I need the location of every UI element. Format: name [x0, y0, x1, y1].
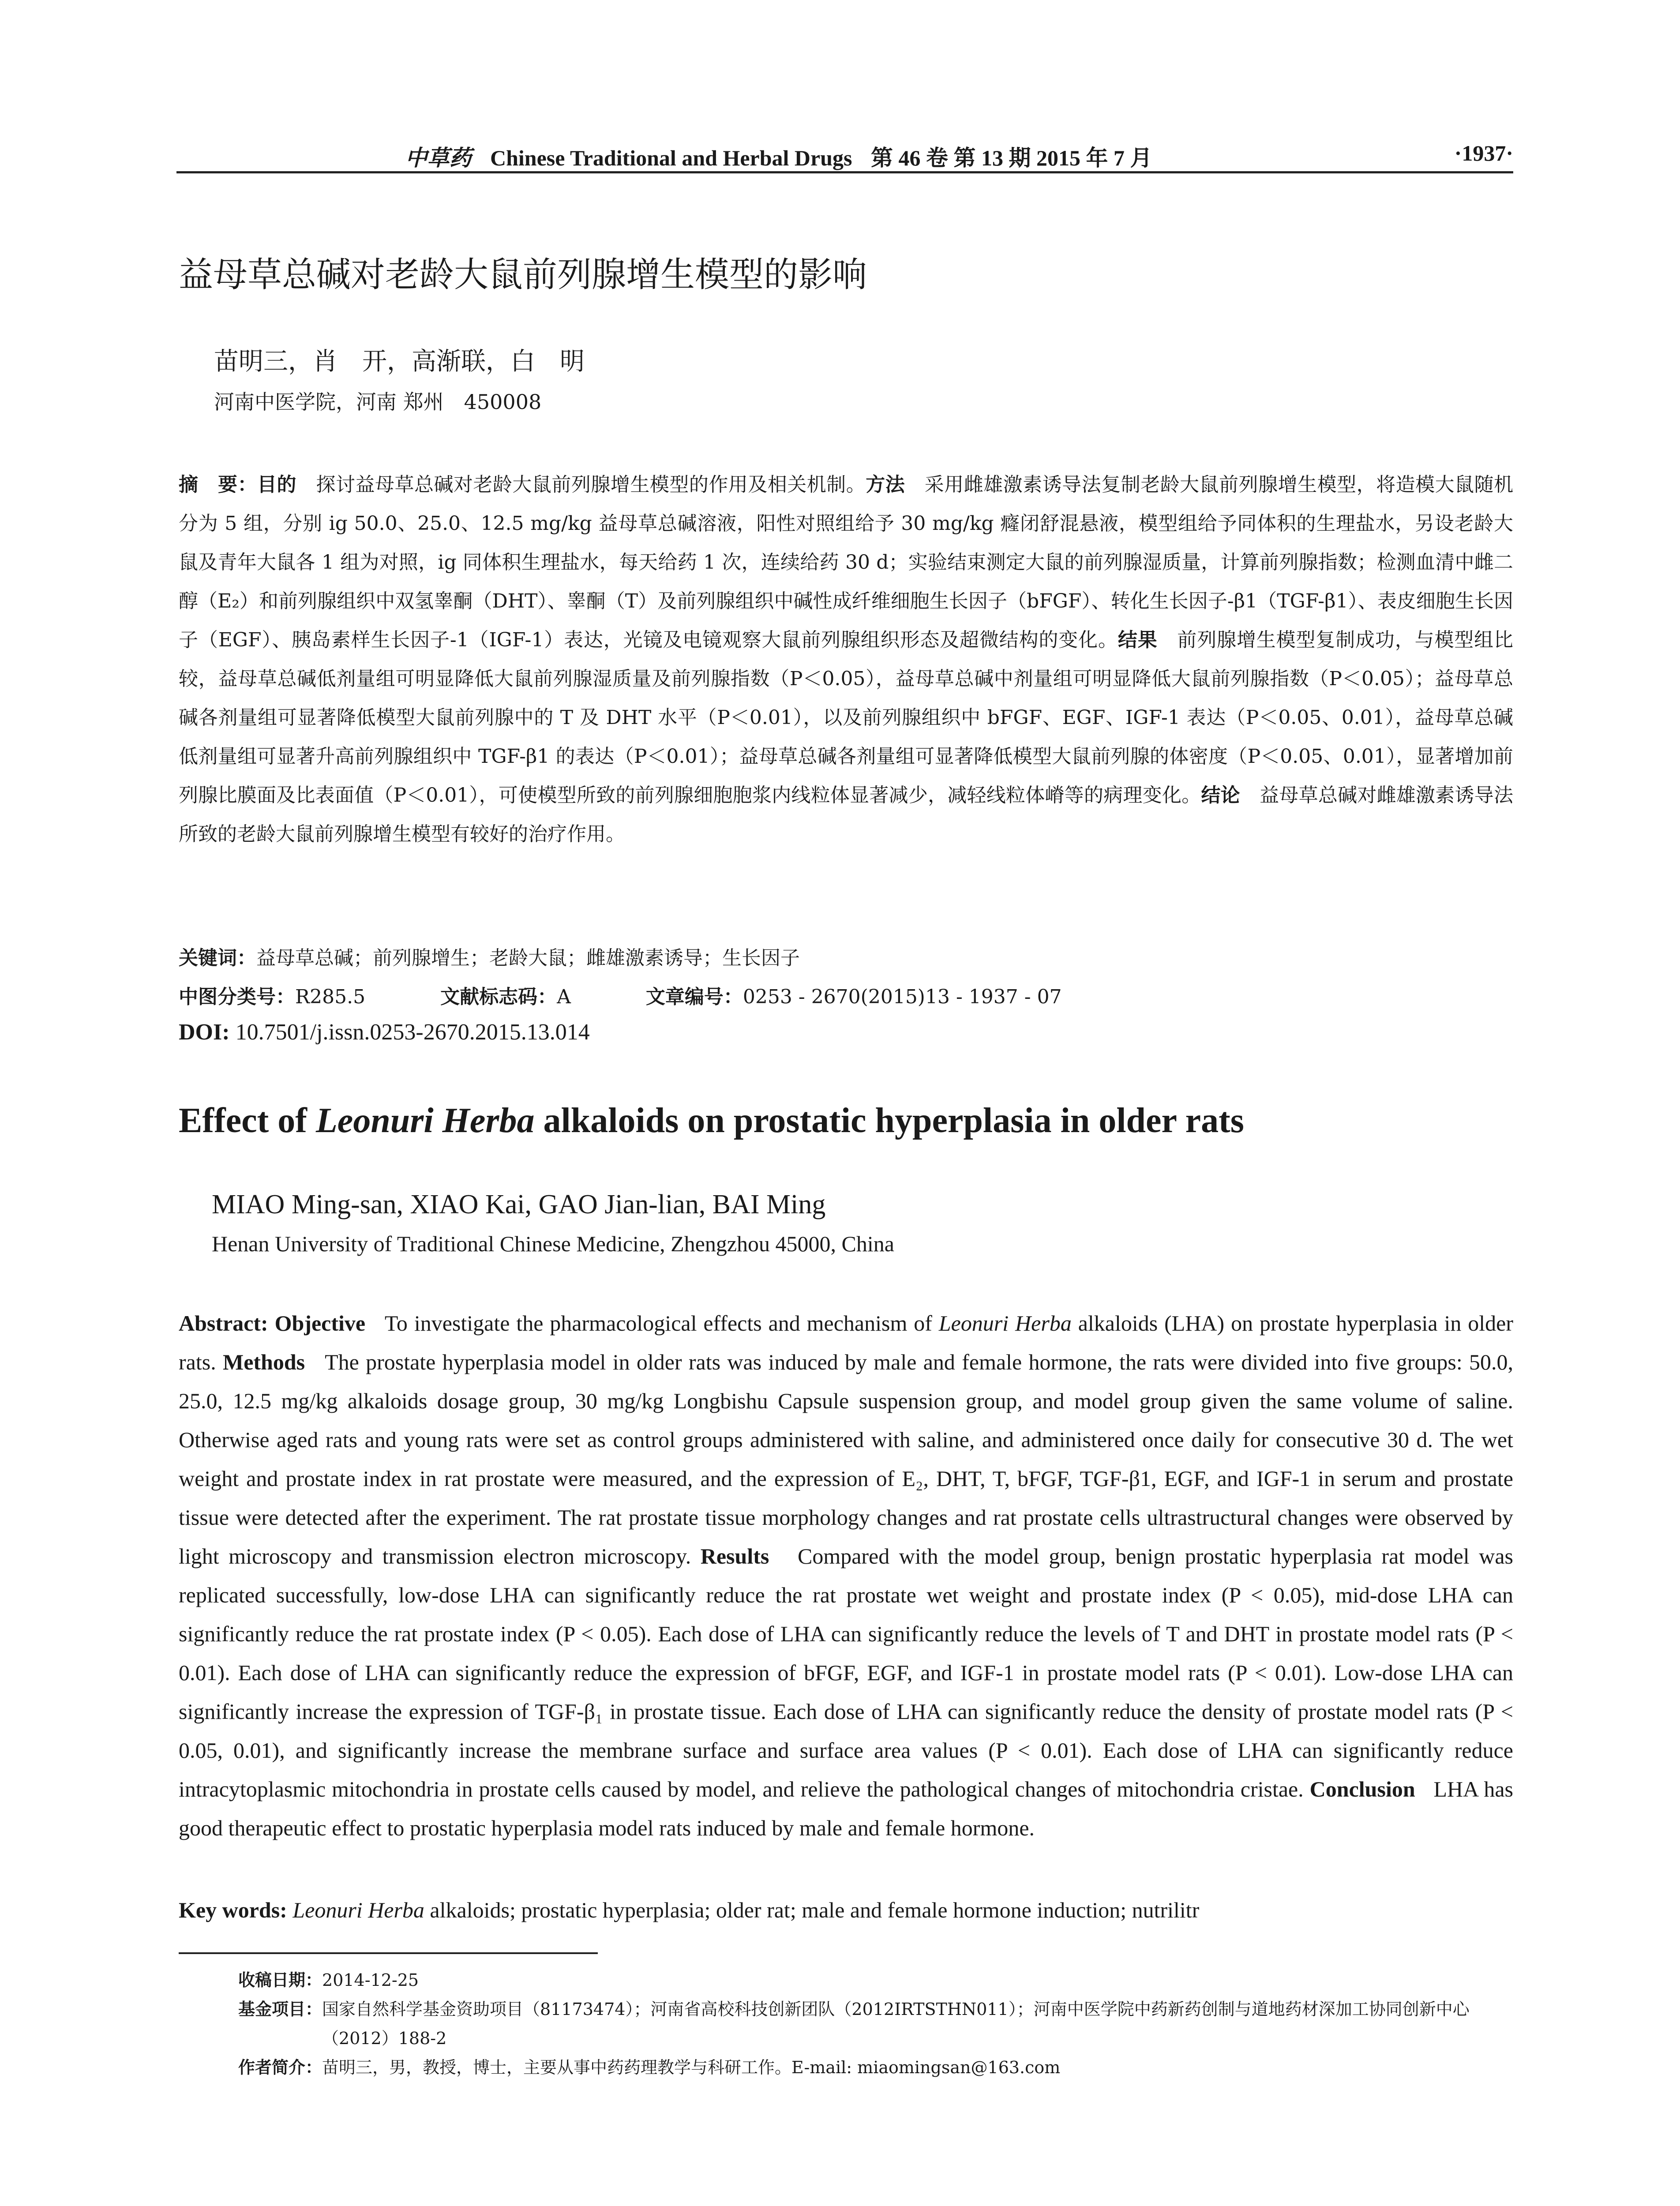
doi-value[interactable]: 10.7501/j.issn.0253-2670.2015.13.014 [235, 1020, 590, 1045]
affiliation-en: Henan University of Traditional Chinese Medicine, Zhengzhou 45000, China [212, 1231, 894, 1256]
article-title-cn: 益母草总碱对老龄大鼠前列腺增生模型的影响 [179, 255, 867, 295]
clc-label: 中图分类号： [179, 986, 295, 1008]
keywords-en [179, 1897, 1515, 1923]
author-bio-label: 作者简介： [238, 2058, 322, 2077]
footnote-received [238, 1966, 1513, 1995]
article-no-label: 文章编号： [645, 986, 743, 1008]
abstract-en-label: Abstract: [179, 1311, 268, 1336]
keywords-en-text: alkaloids; prostatic hyperplasia; older rat; male and female hormone induction; nutrilitr [424, 1898, 1200, 1922]
keywords-cn [179, 942, 1513, 970]
affiliation-cn: 河南中医学院，河南 郑州 450008 [214, 390, 542, 414]
authors-cn: 苗明三，肖 开，高渐联，白 明 [214, 347, 585, 376]
abstract-cn-methods: 采用雌雄激素诱导法复制老龄大鼠前列腺增生模型，将造模大鼠随机分为 5 组，分别 ig 50.0、25.0、12.5 mg/kg 益母草总碱溶液，阳性对照组给予 30 mg/kg 癃闭舒混悬液，模型组给予同体积的生理盐水，另设老龄大鼠及青年大鼠各 1 组为对照，ig 同体积生理盐水，每天给药 1 次，连续给药 30 d；实验结束测定大鼠的前列腺湿质量，计算前列腺指数；检测血清中雌二醇（E₂）和前列腺组织中双氢睾酮（DHT）、睾酮（T）及前列腺组织中碱性成纤维细胞生长因子（bFGF）、转化生长因子-β1（TGF-β1）、表皮细胞生长因子（EGF）、胰岛素样生长因子-1（IGF-1）表达，光镜及电镜观察大鼠前列腺组织形态及超微结构的变化。 [179, 473, 1514, 651]
doi-label: DOI: [179, 1020, 230, 1045]
received-date: 2014-12-25 [322, 1970, 419, 1990]
abstract-cn-methods-label: 方法 [866, 473, 905, 496]
abstract-en-conclusion: LHA has good therapeutic effect to prostatic hyperplasia model rats induced by male and female hormone. [179, 1777, 1514, 1840]
abstract-en-results: Compared with the model group, benign prostatic hyperplasia rat model was replicated successfully, low-dose LHA can significantly reduce the rat prostate wet weight and prostate index (P < 0.05), mid-dose LHA can significantly reduce the rat prostate index (P < 0.05). Each dose of LHA can significantly reduce the levels of T and DHT in prostate model rats (P < 0.01). Each dose of LHA can significantly reduce the expression of bFGF, EGF, and IGF-1 in prostate model rats (P < 0.01). Low-dose LHA can significantly increase the expression of TGF-β₁ in prostate tissue. Each dose of LHA can significantly reduce the density of prostate model rats (P < 0.05, 0.01), and significantly increase the membrane surface and surface area values (P < 0.01). Each dose of LHA can significantly reduce intracytoplasmic mitochondria in prostate cells caused by model, and relieve the pathological changes of mitochondria cristae. [179, 1544, 1513, 1801]
title-en-italic: Leonuri Herba [315, 1101, 535, 1140]
journal-citation [176, 140, 1381, 172]
abstract-cn [179, 465, 1513, 854]
footnote-fund [238, 1995, 1513, 2053]
abstract-en-objective-post: alkaloids (LHA) on prostate hyperplasia in older rats. [179, 1311, 1514, 1374]
abstract-en-results-label: Results [700, 1544, 769, 1568]
footnote-author [238, 2053, 1513, 2082]
page-number: ·1937· [1454, 141, 1513, 165]
article-title-en [179, 1101, 1524, 1141]
author-bio-text: 苗明三，男，教授，博士，主要从事中药药理教学与科研工作。E-mail: miaomingsan@163.com [322, 2058, 1061, 2077]
abstract-cn-label: 摘 要： [179, 473, 257, 496]
abstract-cn-conclusion: 益母草总碱对雌雄激素诱导法所致的老龄大鼠前列腺增生模型有较好的治疗作用。 [179, 784, 1514, 845]
journal-name-cn: 中草药 [405, 145, 472, 171]
keywords-en-italic: Leonuri Herba [292, 1898, 424, 1922]
journal-name-en: Chinese Traditional and Herbal Drugs [490, 146, 852, 170]
classification-line [179, 981, 1513, 1009]
abstract-cn-conclusion-label: 结论 [1201, 784, 1240, 807]
keywords-en-label: Key words: [179, 1898, 287, 1922]
abstract-en-conclusion-label: Conclusion [1309, 1777, 1415, 1801]
keywords-cn-text: 益母草总碱；前列腺增生；老龄大鼠；雌雄激素诱导；生长因子 [256, 947, 800, 969]
fund-label: 基金项目： [238, 2000, 322, 2019]
issue-info: 第 46 卷 第 13 期 2015 年 7 月 [870, 146, 1152, 170]
footnotes [238, 1966, 1513, 2082]
footnote-rule [179, 1952, 598, 1954]
authors-en: MIAO Ming-san, XIAO Kai, GAO Jian-lian, BAI Ming [212, 1189, 826, 1219]
doc-code-label: 文献标志码： [440, 986, 557, 1008]
abstract-en-objective-italic: Leonuri Herba [938, 1311, 1072, 1336]
title-en-part2: alkaloids on prostatic hyperplasia in older rats [534, 1101, 1244, 1140]
abstract-cn-objective-label: 目的 [257, 473, 296, 496]
abstract-en-methods: The prostate hyperplasia model in older rats was induced by male and female hormone, the rats were divided into five groups: 50.0, 25.0, 12.5 mg/kg alkaloids dosage group, 30 mg/kg Longbishu Capsule suspension group, and model group given the same volume of saline. Otherwise aged rats and young rats were set as control groups administered with saline, and administered once daily for consecutive 30 d. The wet weight and prostate index in rat prostate were measured, and the expression of E₂, DHT, T, bFGF, TGF-β1, EGF, and IGF-1 in serum and prostate tissue were detected after the experiment. The rat prostate tissue morphology changes and rat prostate cells ultrastructural changes were observed by light microscopy and transmission electron microscopy. [179, 1350, 1513, 1568]
keywords-cn-label: 关键词： [179, 947, 256, 969]
running-header [176, 140, 1513, 173]
doc-code-value: A [557, 986, 571, 1008]
article-no-value: 0253 - 2670(2015)13 - 1937 - 07 [742, 986, 1062, 1008]
abstract-cn-objective: 探讨益母草总碱对老龄大鼠前列腺增生模型的作用及相关机制。 [316, 473, 866, 496]
abstract-en-objective-label: Objective [274, 1311, 366, 1336]
abstract-cn-results: 前列腺增生模型复制成功，与模型组比较，益母草总碱低剂量组可明显降低大鼠前列腺湿质量及前列腺指数（P＜0.05），益母草总碱中剂量组可明显降低大鼠前列腺指数（P＜0.05）；益母草总碱各剂量组可显著降低模型大鼠前列腺中的 T 及 DHT 水平（P＜0.01），以及前列腺组织中 bFGF、EGF、IGF-1 表达（P＜0.05、0.01），益母草总碱低剂量组可显著升高前列腺组织中 TGF-β1 的表达（P＜0.01）；益母草总碱各剂量组可显著降低模型大鼠前列腺的体密度（P＜0.05、0.01），显著增加前列腺比膜面及比表面值（P＜0.01），可使模型所致的前列腺细胞胞浆内线粒体显著减少，减轻线粒体嵴等的病理变化。 [179, 629, 1514, 807]
abstract-en [179, 1304, 1513, 1847]
abstract-cn-results-label: 结果 [1118, 629, 1158, 651]
title-en-part1: Effect of [179, 1101, 316, 1140]
fund-text: 国家自然科学基金资助项目（81173474）；河南省高校科技创新团队（2012IRTSTHN011）；河南中医学院中药新药创制与道地药材深加工协同创新中心（2012）188-2 [322, 2000, 1470, 2048]
abstract-en-methods-label: Methods [223, 1350, 305, 1374]
clc-value: R285.5 [295, 986, 366, 1008]
received-label: 收稿日期： [238, 1970, 322, 1990]
abstract-en-objective-pre: To investigate the pharmacological effects and mechanism of [384, 1311, 939, 1336]
doi-line [179, 1019, 1513, 1045]
